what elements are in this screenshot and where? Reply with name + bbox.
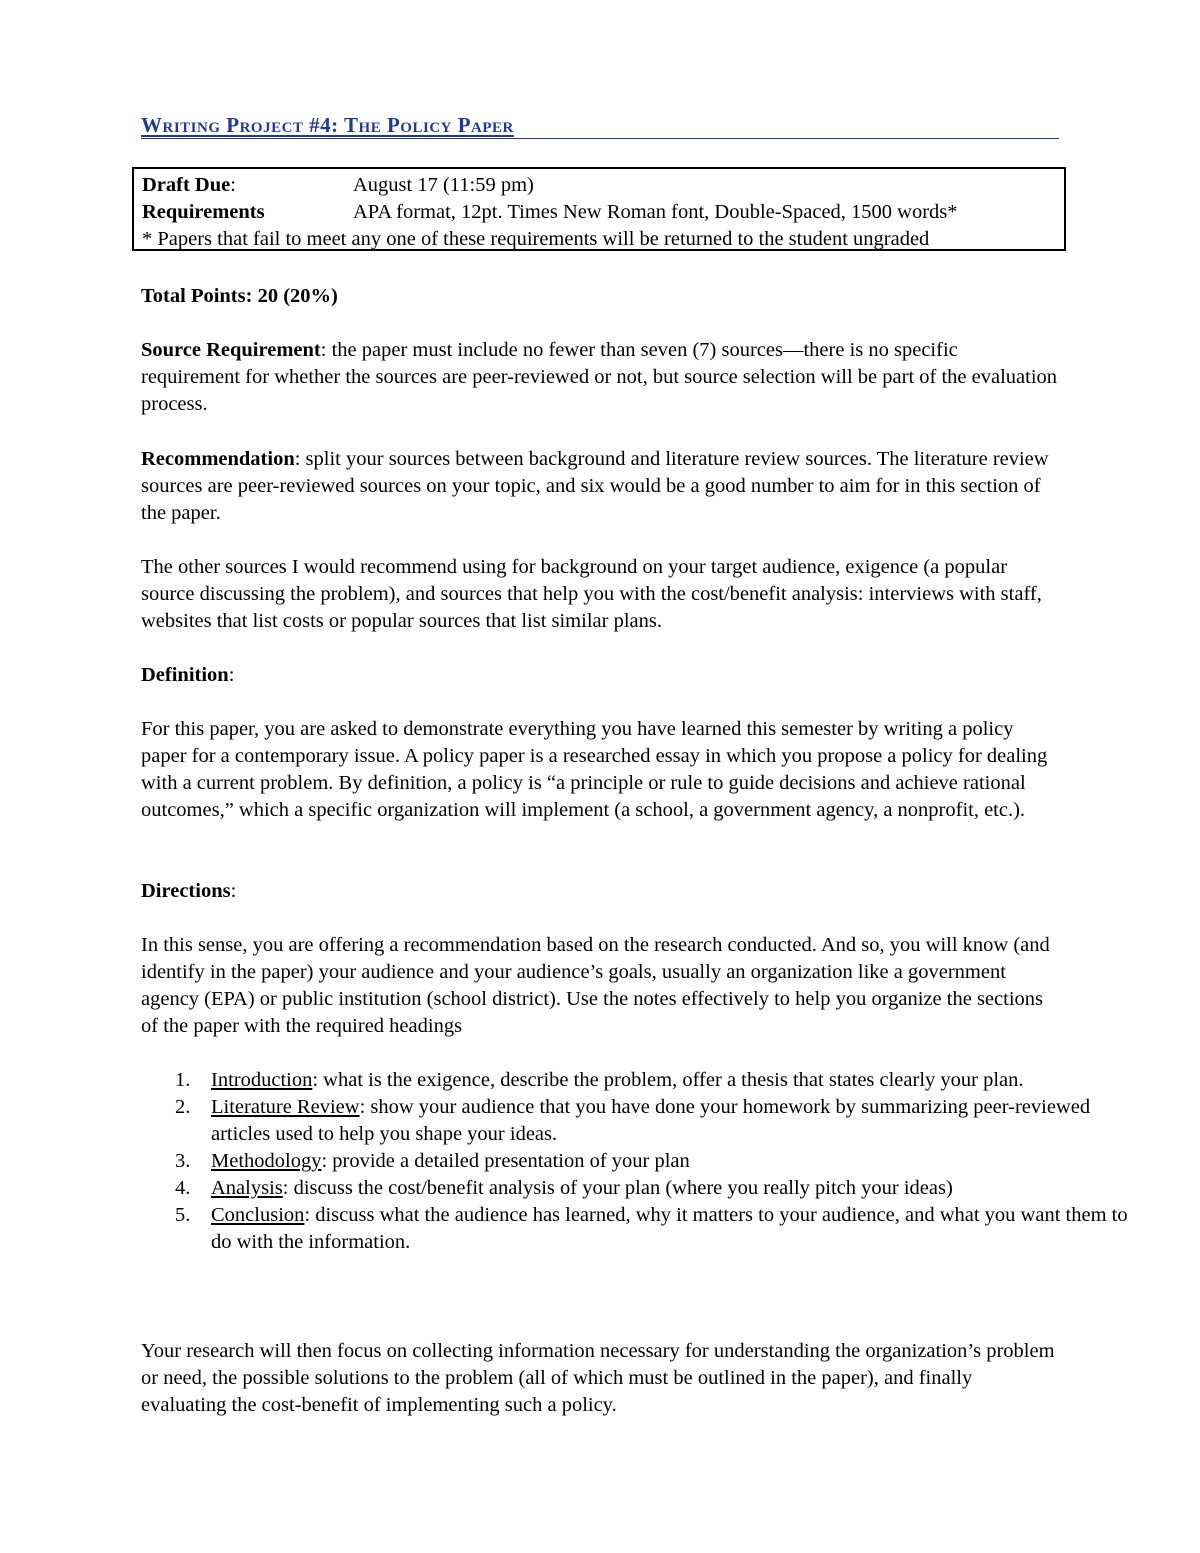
section-text: : provide a detailed presentation of your plan xyxy=(321,1150,690,1172)
closing-paragraph: Your research will then focus on collecting information necessary for understanding the organization’s problem or need, the possible solutions to the problem (all of which must be outlined in the paper), and finally evaluating the cost-benefit of implementing such a policy. xyxy=(141,1340,1055,1416)
section-text: : discuss what the audience has learned, why it matters to your audience, and what you want them to do with the information. xyxy=(211,1204,1128,1253)
page-title: Writing Project #4: The Policy Paper xyxy=(141,113,514,137)
section-text: : discuss the cost/benefit analysis of your plan (where you really pitch your ideas) xyxy=(282,1177,953,1199)
total-points xyxy=(141,283,1061,310)
section-heading: Analysis xyxy=(211,1177,283,1199)
list-number: 2. xyxy=(175,1096,191,1118)
section-heading: Literature Review xyxy=(211,1096,360,1118)
recommendation-paragraph xyxy=(141,446,1061,527)
draft-due-colon: : xyxy=(230,174,236,196)
requirements-note: * Papers that fail to meet any one of these requirements will be returned to the student ungraded xyxy=(142,228,930,250)
source-requirement-paragraph xyxy=(141,337,1061,418)
source-requirement-label: Source Requirement xyxy=(141,339,321,361)
list-number: 3. xyxy=(175,1150,191,1172)
list-item xyxy=(175,1094,1131,1148)
list-number: 4. xyxy=(175,1177,191,1199)
definition-heading xyxy=(141,662,1061,689)
list-item xyxy=(175,1202,1131,1256)
sections-list xyxy=(141,1067,1131,1256)
list-item xyxy=(175,1067,1131,1094)
title-bar xyxy=(141,112,1059,139)
directions-paragraph: In this sense, you are offering a recommendation based on the research conducted. And so, you will know (and identify in the paper) your audience and your audience’s goals, usually an organization like a government agency (EPA) or public institution (school district). Use the notes effectively to help you organize the sections of the paper with the required headings xyxy=(141,934,1050,1037)
recommendation-label: Recommendation xyxy=(141,448,295,470)
draft-due-value: August 17 (11:59 pm) xyxy=(353,174,534,196)
requirements-label: Requirements xyxy=(142,201,265,223)
total-points-text: Total Points: 20 (20%) xyxy=(141,285,338,307)
draft-due-label-wrap xyxy=(142,172,353,199)
definition-colon: : xyxy=(228,664,235,686)
list-item xyxy=(175,1175,1131,1202)
definition-label: Definition xyxy=(141,664,229,686)
definition-paragraph: For this paper, you are asked to demonstrate everything you have learned this semester by writing a policy paper for a contemporary issue. A policy paper is a researched essay in which you propose a policy for dealing with a current problem. By definition, a policy is “a principle or rule to guide decisions and achieve rational outcomes,” which a specific organization will implement (a school, a government agency, a nonprofit, etc.). xyxy=(141,718,1048,821)
directions-label: Directions xyxy=(141,880,231,902)
list-number: 5. xyxy=(175,1204,191,1226)
source-requirement-text: : the paper must include no fewer than seven (7) sources—there is no specific requirement for whether the sources are peer-reviewed or not, but source selection will be part of the evaluation process. xyxy=(141,339,1058,415)
section-heading: Introduction xyxy=(211,1069,313,1091)
list-number: 1. xyxy=(175,1069,191,1091)
section-heading: Methodology xyxy=(211,1150,322,1172)
draft-due-row xyxy=(142,172,1064,199)
requirements-value: APA format, 12pt. Times New Roman font, Double-Spaced, 1500 words* xyxy=(353,201,958,223)
directions-colon: : xyxy=(230,880,237,902)
section-text: : what is the exigence, describe the problem, offer a thesis that states clearly your plan. xyxy=(312,1069,1024,1091)
draft-due-label: Draft Due xyxy=(142,174,231,196)
section-text: : show your audience that you have done your homework by summarizing peer-reviewed articles used to help you shape your ideas. xyxy=(211,1096,1091,1145)
requirements-box xyxy=(132,167,1066,251)
section-heading: Conclusion xyxy=(211,1204,305,1226)
other-sources-paragraph: The other sources I would recommend using for background on your target audience, exigence (a popular source discussing the problem), and sources that help you with the cost/benefit analysis: interviews with staff, websites that list costs or popular sources that list similar plans. xyxy=(141,556,1042,632)
list-item xyxy=(175,1148,1131,1175)
directions-heading xyxy=(141,878,1061,905)
recommendation-text: : split your sources between background and literature review sources. The literature review sources are peer-reviewed sources on your topic, and six would be a good number to aim for in this section of the paper. xyxy=(141,448,1049,524)
requirements-row xyxy=(142,199,1064,226)
